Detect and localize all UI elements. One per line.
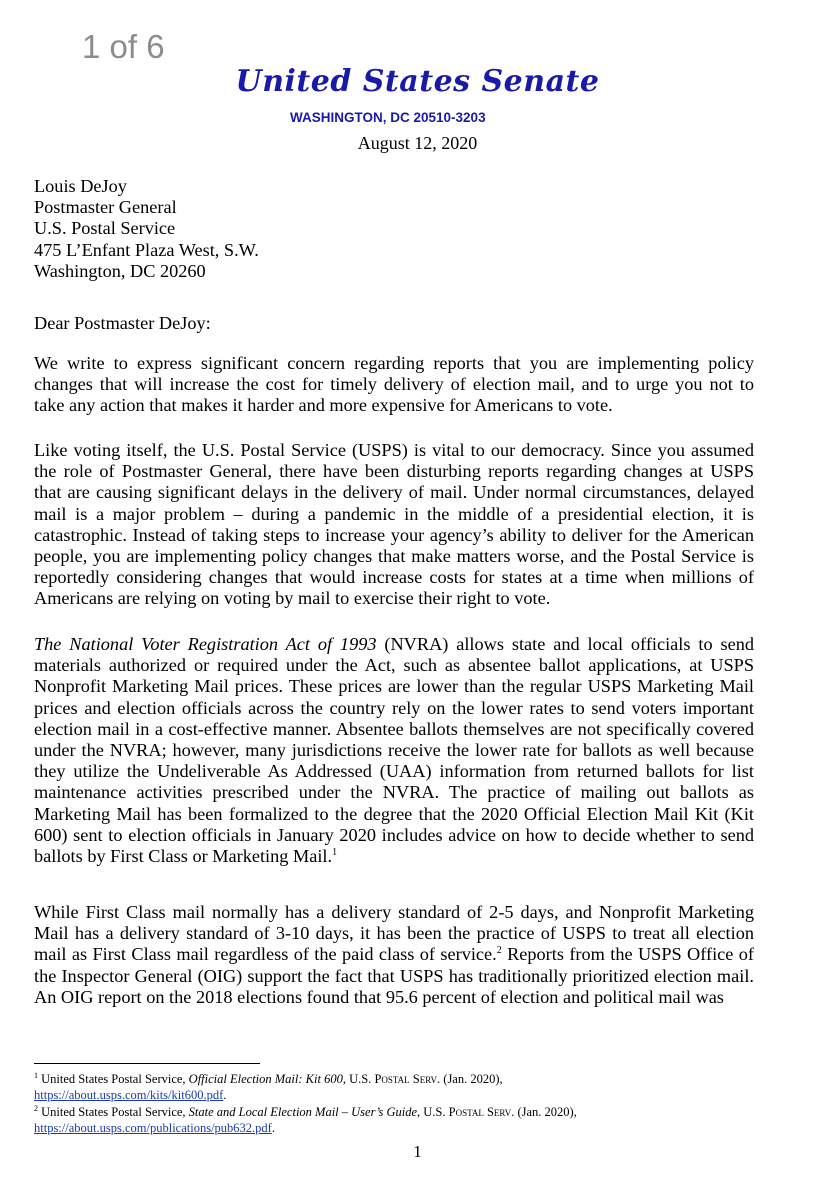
recipient-line: Postmaster General [34, 197, 177, 218]
paragraph-line: An OIG report on the 2018 elections found that 95.6 percent of election and political mail was [34, 986, 724, 1007]
paragraph-line: We write to express significant concern regarding reports that you are implementing policy [34, 353, 754, 373]
paragraph-line: prices and election officials across the country rely on the lower rates to send voters important [34, 697, 754, 718]
paragraph-line: Mail has a delivery standard of 3-10 days, it has been the practice of USPS to treat all election [34, 923, 754, 944]
paragraph-line: under the NVRA; however, many jurisdictions receive the lower rate for ballots as well because [34, 740, 754, 761]
footnote-text: United States Postal Service, [41, 1072, 189, 1086]
footnote-number: 1 [34, 1071, 38, 1080]
footnote-link[interactable]: https://about.usps.com/kits/kit600.pdf [34, 1088, 224, 1102]
paragraph-line: Nonprofit Marketing Mail prices. These prices are lower than the regular USPS Marketing Mail [34, 676, 754, 697]
paragraph-line: the role of Postmaster General, there have been disturbing reports regarding changes at USPS [34, 461, 754, 482]
recipient-address [34, 176, 259, 282]
paragraph-line: maintenance activities prescribed under the NVRA. The practice of mailing out ballots as [34, 782, 754, 803]
page-counter: 1 of 6 [82, 28, 165, 65]
footnote-text: . [271, 1121, 275, 1135]
footnote-date: (Jan. 2020), [514, 1105, 577, 1119]
footnote-date: (Jan. 2020), [440, 1072, 503, 1086]
paragraph-1 [34, 353, 754, 417]
paragraph-line: 600) sent to election officials in January 2020 includes advice on how to decide whether to send [34, 824, 754, 845]
footnote-text: United States Postal Service, [41, 1105, 189, 1119]
paragraph-3 [34, 634, 754, 867]
paragraph-line: changes that will increase the cost for timely delivery of election mail, and to urge you not to [34, 374, 754, 395]
letter-date: August 12, 2020 [357, 133, 478, 153]
recipient-line: 475 L’Enfant Plaza West, S.W. [34, 239, 259, 260]
paragraph-text: mail as First Class mail regardless of the paid class of service. [34, 944, 497, 965]
paragraph-line: election mail in a cost-effective manner. Absentee ballots themselves are not specifically covered [34, 718, 754, 739]
paragraph-line [34, 846, 754, 867]
salutation [34, 313, 211, 334]
paragraph-line: catastrophic. Instead of taking steps to increase your agency’s ability to deliver for the American [34, 524, 754, 545]
footnote-publisher: Postal Serv. [374, 1072, 441, 1086]
paragraph-line: Americans are relying on voting by mail to exercise their right to vote. [34, 588, 551, 609]
footnote-text: , U.S. [417, 1105, 449, 1119]
paragraph-2 [34, 440, 754, 610]
letterhead-title: United States Senate [235, 64, 600, 99]
footnote-ref: 1 [332, 847, 338, 859]
paragraph-line [34, 634, 754, 655]
salutation-text: Dear Postmaster DeJoy: [34, 313, 211, 333]
recipient-line: U.S. Postal Service [34, 218, 176, 239]
paragraph-line [34, 944, 754, 965]
footnote-2 [34, 1104, 577, 1136]
recipient-line: Louis DeJoy [34, 176, 127, 196]
footnote-title: Official Election Mail: Kit 600 [188, 1072, 343, 1086]
footnote-number: 2 [34, 1104, 38, 1113]
paragraph-text: ballots by First Class or Marketing Mail. [34, 846, 333, 867]
paragraph-line: people, you are implementing policy changes that make matters worse, and the Postal Service is [34, 546, 754, 567]
paragraph-text: Reports from the USPS Office of [501, 944, 754, 965]
footnote-1 [34, 1071, 503, 1103]
footnote-link[interactable]: https://about.usps.com/publications/pub632.pdf [34, 1121, 272, 1135]
paragraph-line: the Inspector General (OIG) support the fact that USPS has traditionally prioritized election mail. [34, 965, 754, 986]
paragraph-line: take any action that makes it harder and more expensive for Americans to vote. [34, 395, 613, 416]
act-title: The National Voter Registration Act of 1993 [34, 634, 377, 654]
paragraph-line: mail is a major problem – during a pandemic in the middle of a presidential election, it is [34, 503, 754, 524]
paragraph-4 [34, 902, 754, 1008]
paragraph-text: (NVRA) allows state and local officials to send [376, 634, 754, 654]
paragraph-line: While First Class mail normally has a delivery standard of 2-5 days, and Nonprofit Marketing [34, 902, 754, 922]
paragraph-line: Marketing Mail has been formalized to the degree that the 2020 Official Election Mail Kit (Kit [34, 803, 754, 824]
footnote-text: , U.S. [342, 1072, 375, 1086]
page-number: 1 [413, 1142, 422, 1161]
paragraph-line: materials authorized or required under the Act, such as absentee ballot applications, at USPS [34, 655, 754, 676]
footnote-ref: 2 [496, 945, 502, 957]
footnote-publisher: Postal Serv. [448, 1105, 515, 1119]
recipient-line: Washington, DC 20260 [34, 260, 206, 281]
footnote-text: . [223, 1088, 227, 1102]
footnote-divider [34, 1063, 260, 1064]
paragraph-line: Like voting itself, the U.S. Postal Service (USPS) is vital to our democracy. Since you assumed [34, 440, 754, 460]
footnote-title: State and Local Election Mail – User’s Guide [188, 1105, 418, 1119]
paragraph-line: reportedly considering changes that would increase costs for states at a time when millions of [34, 567, 754, 588]
paragraph-line: that are causing significant delays in the delivery of mail. Under normal circumstances, delayed [34, 482, 754, 503]
letterhead-address: WASHINGTON, DC 20510-3203 [290, 110, 486, 125]
paragraph-line: they utilize the Undeliverable As Addressed (UAA) information from returned ballots for list [34, 761, 754, 782]
